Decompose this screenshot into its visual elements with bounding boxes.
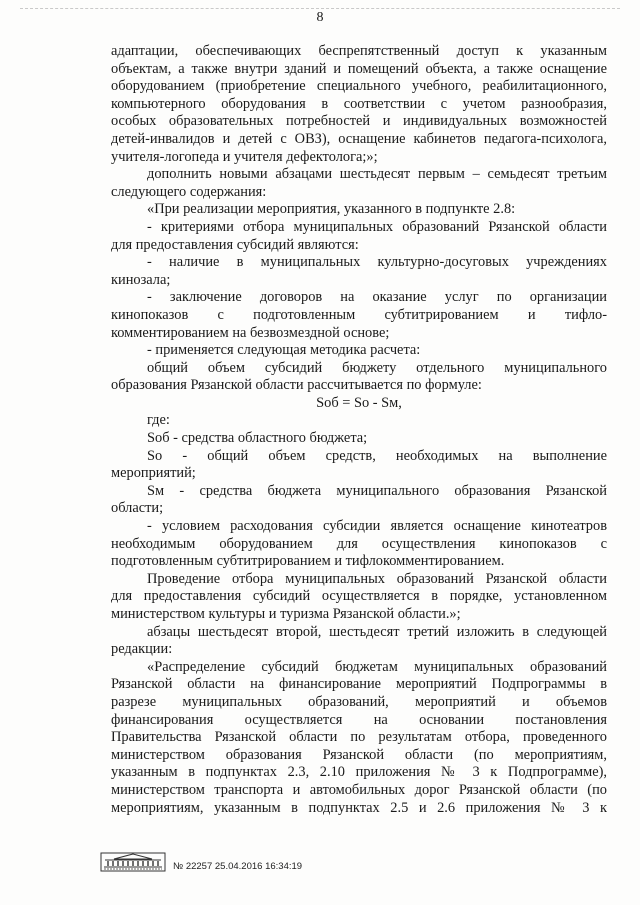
- text-line: Проведение отбора муниципальных образований Рязанской области: [147, 570, 607, 587]
- text-line: компьютерного оборудования в соответствии с учетом разнообразия,: [111, 95, 607, 112]
- text-line: детей-инвалидов и детей с ОВЗ), оснащение кабинетов педагога-психолога,: [111, 130, 607, 147]
- text-line: Sм - средства бюджета муниципального образования Рязанской: [147, 482, 607, 499]
- text-line: подготовленным субтитрированием и тифлокомментированием.: [111, 553, 505, 570]
- registration-stamp: [100, 852, 380, 874]
- text-line: Sоб = Sо - Sм,: [316, 394, 402, 411]
- text-line: где:: [147, 412, 170, 429]
- text-line: следующего содержания:: [111, 183, 267, 200]
- text-line: абзацы шестьдесят второй, шестьдесят третий изложить в следующей: [147, 623, 607, 640]
- text-line: кинопоказов с подготовленным субтитрированием и тифло-: [111, 306, 607, 323]
- text-line: «Распределение субсидий бюджетам муниципальных образований: [147, 658, 607, 675]
- text-line: дополнить новыми абзацами шестьдесят первым – семьдесят третьим: [147, 166, 607, 183]
- text-line: мероприятий;: [111, 465, 196, 482]
- text-line: для предоставления субсидий осуществляется в порядке, установленном: [111, 588, 607, 605]
- text-line: Рязанской области на финансирование мероприятий Подпрограммы в: [111, 676, 607, 693]
- text-line: разрезе муниципальных образований, мероприятий и объемов: [111, 693, 607, 710]
- text-line: адаптации, обеспечивающих беспрепятственный доступ к указанным: [111, 43, 607, 59]
- text-line: министерством культуры и туризма Рязанской области.»;: [111, 606, 461, 622]
- text-line: - наличие в муниципальных культурно-досуговых учреждениях: [147, 254, 607, 271]
- text-line: учителя-логопеда и учителя дефектолога;»;: [111, 148, 378, 165]
- text-line: объектам, а также внутри зданий и помещений объекта, а также оснащение: [111, 60, 607, 77]
- text-line: области;: [111, 500, 164, 517]
- text-line: Sо - общий объем средств, необходимых на выполнение: [147, 447, 607, 464]
- text-line: «При реализации мероприятия, указанного в подпункте 2.8:: [147, 201, 516, 218]
- text-line: Правительства Рязанской области по результатам отбора, проведенного: [111, 729, 607, 746]
- text-line: - заключение договоров на оказание услуг по организации: [147, 289, 607, 306]
- text-line: - условием расходования субсидии является оснащение кинотеатров: [147, 518, 607, 535]
- text-line: министерством транспорта и автомобильных дорог Рязанской области (по: [111, 781, 607, 798]
- text-line: необходимым оборудованием для осуществления кинопоказов с: [111, 535, 607, 552]
- page-number: 8: [316, 10, 324, 25]
- text-line: общий объем субсидий бюджету отдельного муниципального: [147, 359, 607, 376]
- text-line: оборудованием (приобретение специального учебного, реабилитационного,: [111, 78, 607, 95]
- registration-number: № 22257 25.04.2016 16:34:19: [173, 861, 303, 872]
- text-line: образования Рязанской области рассчитывается по формуле:: [111, 377, 482, 394]
- text-line: финансирования осуществляется на основании постановления: [111, 711, 607, 728]
- document-body: [111, 43, 607, 817]
- text-line: особых образовательных потребностей и индивидуальных возможностей: [111, 113, 607, 130]
- text-line: - критериями отбора муниципальных образований Рязанской области: [147, 218, 607, 235]
- text-line: редакции:: [111, 641, 173, 658]
- text-line: указанным в подпунктах 2.3, 2.10 приложения № 3 к Подпрограмме),: [111, 764, 607, 781]
- text-line: - применяется следующая методика расчета:: [147, 342, 421, 359]
- text-line: министерством образования Рязанской области (по мероприятиям,: [111, 746, 607, 763]
- text-line: комментированием на безвозмездной основе;: [111, 324, 390, 341]
- text-line: для предоставления субсидий являются:: [111, 236, 359, 253]
- government-building-icon: [100, 852, 166, 872]
- text-line: кинозала;: [111, 271, 171, 288]
- text-line: мероприятиям, указанным в подпунктах 2.5 и 2.6 приложения № 3 к: [111, 799, 607, 816]
- text-line: Sоб - средства областного бюджета;: [147, 430, 368, 447]
